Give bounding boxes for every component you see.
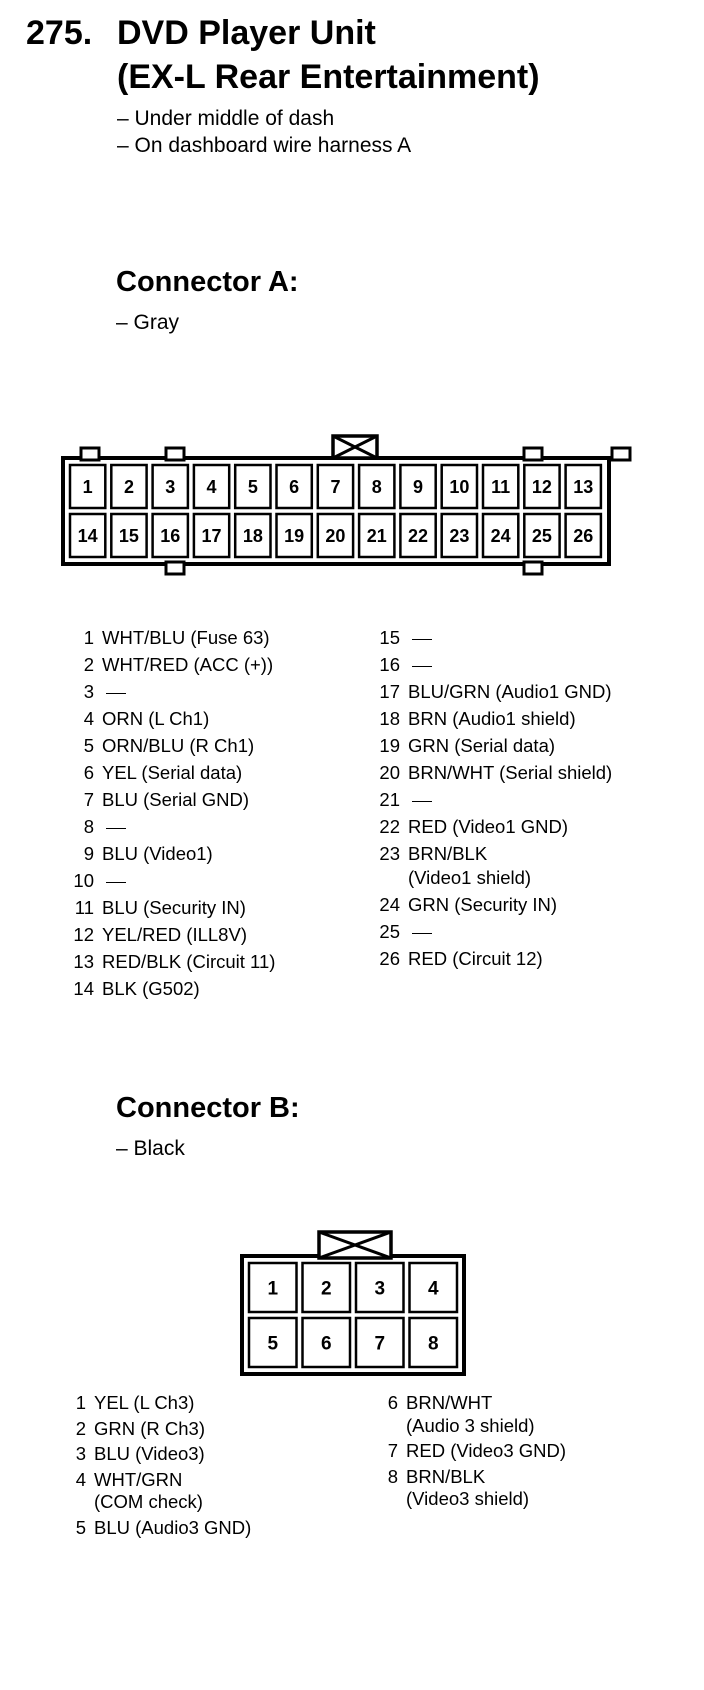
- connector-a-cavity-label: 18: [242, 525, 263, 546]
- connector-a-cavity-label: 11: [491, 476, 511, 497]
- connector-a-unused-pin-dash: [412, 933, 432, 934]
- connector-b-pin-number: 6: [387, 1392, 398, 1413]
- connector-a-pin-number: 23: [379, 843, 400, 864]
- connector-a-cavity-label: 26: [573, 525, 594, 546]
- connector-a-pin-number: 12: [73, 924, 94, 945]
- connector-a-pin-row: [368, 843, 487, 865]
- connector-a-pin-row: [368, 627, 432, 649]
- connector-a-pin-number: 5: [83, 735, 94, 756]
- connector-b-cavity-label: 5: [267, 1333, 279, 1355]
- connector-a-pin-description: GRN (Serial data): [408, 735, 556, 756]
- connector-b-cavity-label: 2: [320, 1278, 332, 1300]
- connector-a-pin-description: BRN/WHT (Serial shield): [408, 762, 613, 783]
- connector-a-pin-number: 20: [379, 762, 400, 783]
- connector-b-cavity-label: 4: [427, 1278, 439, 1300]
- connector-a-pin-row: [62, 897, 246, 919]
- connector-a-pin-number: 9: [83, 843, 94, 864]
- connector-b-pin-description: WHT/GRN: [94, 1468, 183, 1490]
- connector-b-cavity-label: 3: [374, 1278, 386, 1300]
- connector-a-pin-row: [368, 789, 432, 811]
- connector-a-cavity-label: 3: [165, 476, 176, 497]
- connector-a-cavity-label: 4: [206, 476, 217, 497]
- connector-a-pin-row: [368, 762, 612, 784]
- connector-a-cavity-label: 15: [118, 525, 139, 546]
- connector-a-cavity-label: 13: [573, 476, 594, 497]
- connector-b-pin-number: 4: [75, 1468, 86, 1490]
- connector-b-cavity-label: 7: [374, 1333, 386, 1355]
- connector-b-pin-row: [378, 1392, 492, 1414]
- connector-a-pin-description: ORN (L Ch1): [102, 708, 210, 729]
- connector-a-pin-number: 19: [379, 735, 400, 756]
- connector-b-cavity-label: 1: [267, 1278, 279, 1300]
- connector-a-cavity-label: 23: [449, 525, 470, 546]
- connector-a-pin-description: YEL/RED (ILL8V): [102, 924, 247, 945]
- connector-a-pin-description: WHT/BLU (Fuse 63): [102, 627, 270, 648]
- location-line-1: – Under middle of dash: [117, 107, 335, 130]
- connector-b-pin-number: 3: [75, 1443, 86, 1464]
- connector-a-pin-description: BLU/GRN (Audio1 GND): [408, 681, 612, 702]
- connector-a-unused-pin-dash: [106, 693, 126, 694]
- connector-a-cavity-label: 12: [531, 476, 552, 497]
- connector-a-pin-number: 3: [83, 681, 94, 702]
- connector-a-cavity-label: 5: [247, 476, 258, 497]
- connector-a-pin-description: GRN (Security IN): [408, 894, 558, 915]
- connector-a-pin-number: 14: [73, 978, 94, 999]
- connector-a-color: – Gray: [116, 311, 180, 334]
- connector-b-pin-description: YEL (L Ch3): [94, 1392, 195, 1413]
- connector-b-pin-description-cont: (Audio 3 shield): [406, 1414, 535, 1436]
- connector-a-pin-row: [62, 978, 200, 1000]
- connector-a-pin-description: WHT/RED (ACC (+)): [102, 654, 274, 675]
- connector-a-pin-row: [62, 681, 126, 703]
- connector-a-pin-number: 21: [379, 789, 400, 810]
- connector-a-tab: [612, 448, 630, 460]
- connector-a-pin-row: [368, 654, 432, 676]
- connector-a-pin-row: [368, 894, 557, 916]
- connector-b-pin-number: 5: [75, 1516, 86, 1538]
- connector-a-cavity-label: 8: [371, 476, 382, 497]
- connector-b-pin-row: [62, 1517, 251, 1539]
- connector-b-pin-number: 8: [387, 1465, 398, 1487]
- section-number: 275.: [26, 14, 93, 52]
- connector-a-cavity-label: 1: [82, 476, 93, 497]
- connector-b-pin-row: [62, 1469, 182, 1491]
- connector-a-pin-description: YEL (Serial data): [102, 762, 243, 783]
- connector-a-pin-row: [368, 948, 543, 970]
- connector-a-pin-number: 4: [83, 708, 94, 729]
- connector-b-pin-number: 7: [387, 1440, 398, 1461]
- connector-a-pin-number: 10: [73, 870, 94, 891]
- connector-a-pin-number: 1: [83, 627, 94, 648]
- connector-a-pin-row: [62, 924, 247, 946]
- connector-a-pin-row: [62, 870, 126, 892]
- connector-b-pin-description: BLU (Video3): [94, 1443, 205, 1464]
- connector-a-pin-number: 24: [379, 894, 400, 915]
- connector-b-heading: Connector B:: [116, 1092, 300, 1124]
- connector-a-pin-row: [368, 735, 555, 757]
- connector-a-pin-description: RED (Circuit 12): [408, 948, 543, 969]
- connector-a-pin-number: 13: [73, 951, 94, 972]
- connector-a-cavity-label: 7: [330, 476, 341, 497]
- connector-a-pin-description: BRN (Audio1 shield): [408, 708, 576, 729]
- connector-a-pin-description-cont: (Video1 shield): [408, 867, 532, 888]
- connector-a-tab: [81, 448, 99, 460]
- connector-b-pin-description-cont: (Video3 shield): [406, 1488, 530, 1509]
- connector-a-pin-unused: [102, 870, 126, 892]
- connector-a-cavity-label: 14: [77, 525, 98, 546]
- connector-a-cavity-label: 19: [284, 525, 305, 546]
- connector-a-cavity-label: 22: [408, 525, 429, 546]
- page-title: DVD Player Unit: [117, 14, 376, 52]
- connector-a-cavity-label: 24: [490, 525, 511, 546]
- connector-a-pin-number: 26: [379, 948, 400, 969]
- connector-a-pin-row: [62, 627, 270, 649]
- connector-b-pin-row: [378, 1440, 566, 1462]
- connector-a-pin-row: [368, 681, 612, 703]
- connector-a-pin-row: [368, 816, 568, 838]
- connector-a-key: [333, 436, 377, 458]
- connector-b-pin-description: BRN/WHT: [406, 1392, 493, 1413]
- connector-a-pin-row: [62, 735, 254, 757]
- connector-a-unused-pin-dash: [412, 666, 432, 667]
- connector-a-pin-number: 17: [379, 681, 400, 702]
- connector-a-pin-row: [62, 654, 273, 676]
- page-subtitle: (EX-L Rear Entertainment): [117, 58, 540, 96]
- connector-a-pin-number: 25: [379, 921, 400, 942]
- connector-a-pin-description: ORN/BLU (R Ch1): [102, 735, 255, 756]
- location-line-2: – On dashboard wire harness A: [117, 134, 412, 157]
- connector-a-pin-description: BLU (Serial GND): [102, 789, 249, 810]
- connector-a-pin-description: BLK (G502): [102, 978, 200, 999]
- connector-a-unused-pin-dash: [412, 801, 432, 802]
- connector-b-pin-description: GRN (R Ch3): [94, 1417, 206, 1439]
- connector-a-pin-number: 16: [379, 654, 400, 675]
- connector-a-pin-row: [62, 951, 275, 973]
- connector-a-unused-pin-dash: [106, 828, 126, 829]
- connector-a-pin-row: [62, 843, 213, 865]
- connector-a-unused-pin-dash: [106, 882, 126, 883]
- connector-a-pin-unused: [408, 789, 432, 811]
- connector-b-cavity-label: 6: [320, 1333, 332, 1355]
- connector-b-color: – Black: [116, 1137, 185, 1160]
- connector-a-cavity-label: 9: [413, 476, 424, 497]
- connector-b-pin-description: BRN/BLK: [406, 1465, 486, 1487]
- connector-a-pin-row: [368, 708, 576, 730]
- connector-a-pin-number: 2: [83, 654, 94, 675]
- connector-a-pin-number: 8: [83, 816, 94, 837]
- connector-a-pin-unused: [408, 654, 432, 676]
- connector-a-diagram: [0, 0, 704, 600]
- connector-b-pin-description-cont: (COM check): [94, 1491, 203, 1512]
- connector-a-tab: [524, 562, 542, 574]
- connector-a-pin-description: RED (Video1 GND): [408, 816, 569, 837]
- connector-a-pin-unused: [102, 681, 126, 703]
- connector-b-pin-description: RED (Video3 GND): [406, 1440, 567, 1461]
- connector-b-pin-number: 1: [75, 1392, 86, 1413]
- connector-a-cavity-label: 17: [201, 525, 222, 546]
- connector-b-pin-number: 2: [75, 1417, 86, 1439]
- connector-b-key: [319, 1232, 391, 1258]
- connector-a-pin-description: RED/BLK (Circuit 11): [102, 951, 276, 972]
- connector-a-pin-row: [62, 762, 242, 784]
- connector-a-cavity-label: 16: [160, 525, 181, 546]
- connector-a-pin-unused: [408, 627, 432, 649]
- connector-a-pin-number: 7: [83, 789, 94, 810]
- connector-a-pin-description: BLU (Video1): [102, 843, 213, 864]
- connector-a-pin-description: BLU (Security IN): [102, 897, 246, 918]
- connector-a-cavity-label: 2: [123, 476, 134, 497]
- connector-b-pin-row: [378, 1466, 485, 1488]
- connector-a-pin-unused: [102, 816, 126, 838]
- connector-a-pin-description: BRN/BLK: [408, 843, 488, 864]
- connector-a-cavity-label: 20: [325, 525, 346, 546]
- connector-a-tab: [166, 562, 184, 574]
- connector-a-unused-pin-dash: [412, 639, 432, 640]
- connector-a-pin-number: 6: [83, 762, 94, 783]
- connector-a-pin-row: [62, 708, 209, 730]
- connector-a-pin-unused: [408, 921, 432, 943]
- connector-a-heading: Connector A:: [116, 266, 299, 298]
- connector-a-pin-number: 11: [74, 897, 94, 918]
- connector-a-pin-row: [62, 816, 126, 838]
- connector-a-tab: [524, 448, 542, 460]
- connector-a-pin-number: 15: [379, 627, 400, 648]
- connector-a-cavity-label: 10: [449, 476, 470, 497]
- connector-a-pin-row: [368, 921, 432, 943]
- connector-a-cavity-label: 6: [289, 476, 300, 497]
- connector-b-pin-row: [62, 1443, 205, 1465]
- connector-a-cavity-label: 21: [366, 525, 387, 546]
- connector-a-tab: [166, 448, 184, 460]
- connector-a-cavity-label: 25: [531, 525, 552, 546]
- connector-a-pin-row: [62, 789, 249, 811]
- connector-a-pin-number: 22: [379, 816, 400, 837]
- connector-b-pin-row: [62, 1392, 194, 1414]
- connector-b-pin-row: [62, 1418, 205, 1440]
- connector-b-cavity-label: 8: [427, 1333, 439, 1355]
- connector-b-pin-description: BLU (Audio3 GND): [94, 1516, 252, 1538]
- connector-a-pin-number: 18: [379, 708, 400, 729]
